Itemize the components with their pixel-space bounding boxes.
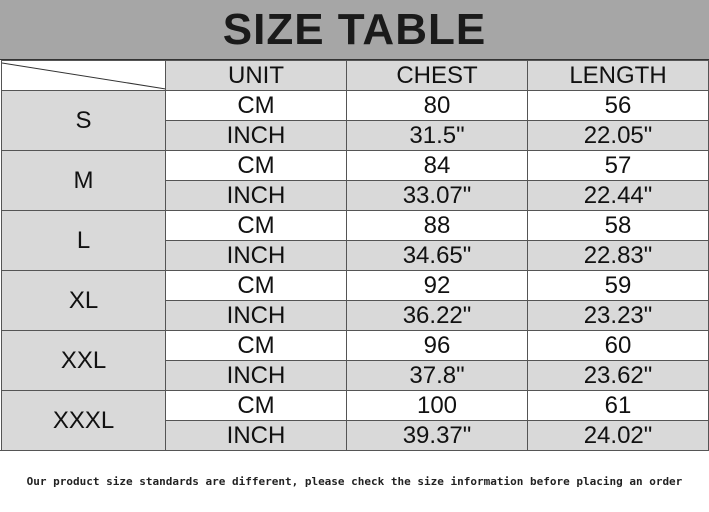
- header-row: [2, 61, 709, 91]
- footer-note: Our product size standards are different, please check the size information before placing an order: [0, 450, 709, 512]
- chest-cell: 92: [347, 271, 528, 301]
- header-chest: CHEST: [347, 61, 528, 91]
- table-row: [2, 331, 709, 361]
- unit-cell: CM: [166, 211, 347, 241]
- chest-cell: 96: [347, 331, 528, 361]
- diagonal-corner-cell: [2, 61, 166, 91]
- table-row: [2, 391, 709, 421]
- table-row: [2, 271, 709, 301]
- size-label: XXL: [2, 331, 166, 391]
- page-title: SIZE TABLE: [222, 4, 487, 54]
- table-row: [2, 151, 709, 181]
- length-cell: 22.83": [528, 241, 709, 271]
- size-label: S: [2, 91, 166, 151]
- length-cell: 61: [528, 391, 709, 421]
- header-unit: UNIT: [166, 61, 347, 91]
- size-table: [1, 60, 709, 451]
- unit-cell: CM: [166, 331, 347, 361]
- title-bar: [0, 0, 709, 60]
- length-cell: 58: [528, 211, 709, 241]
- diagonal-line: [2, 61, 166, 91]
- size-label: XL: [2, 271, 166, 331]
- length-cell: 57: [528, 151, 709, 181]
- length-cell: 24.02": [528, 421, 709, 451]
- chest-cell: 36.22": [347, 301, 528, 331]
- unit-cell: INCH: [166, 301, 347, 331]
- unit-cell: CM: [166, 91, 347, 121]
- unit-cell: INCH: [166, 421, 347, 451]
- chest-cell: 34.65": [347, 241, 528, 271]
- chest-cell: 37.8": [347, 361, 528, 391]
- length-cell: 23.62": [528, 361, 709, 391]
- size-label: XXXL: [2, 391, 166, 451]
- unit-cell: CM: [166, 391, 347, 421]
- chest-cell: 84: [347, 151, 528, 181]
- unit-cell: INCH: [166, 181, 347, 211]
- length-cell: 23.23": [528, 301, 709, 331]
- chest-cell: 100: [347, 391, 528, 421]
- chest-cell: 80: [347, 91, 528, 121]
- header-length: LENGTH: [528, 61, 709, 91]
- unit-cell: INCH: [166, 121, 347, 151]
- chest-cell: 31.5": [347, 121, 528, 151]
- chest-cell: 88: [347, 211, 528, 241]
- length-cell: 60: [528, 331, 709, 361]
- length-cell: 22.05": [528, 121, 709, 151]
- length-cell: 22.44": [528, 181, 709, 211]
- unit-cell: INCH: [166, 361, 347, 391]
- size-label: L: [2, 211, 166, 271]
- length-cell: 56: [528, 91, 709, 121]
- length-cell: 59: [528, 271, 709, 301]
- chest-cell: 33.07": [347, 181, 528, 211]
- unit-cell: CM: [166, 271, 347, 301]
- chest-cell: 39.37": [347, 421, 528, 451]
- size-label: M: [2, 151, 166, 211]
- table-row: [2, 211, 709, 241]
- unit-cell: CM: [166, 151, 347, 181]
- table-row: [2, 91, 709, 121]
- unit-cell: INCH: [166, 241, 347, 271]
